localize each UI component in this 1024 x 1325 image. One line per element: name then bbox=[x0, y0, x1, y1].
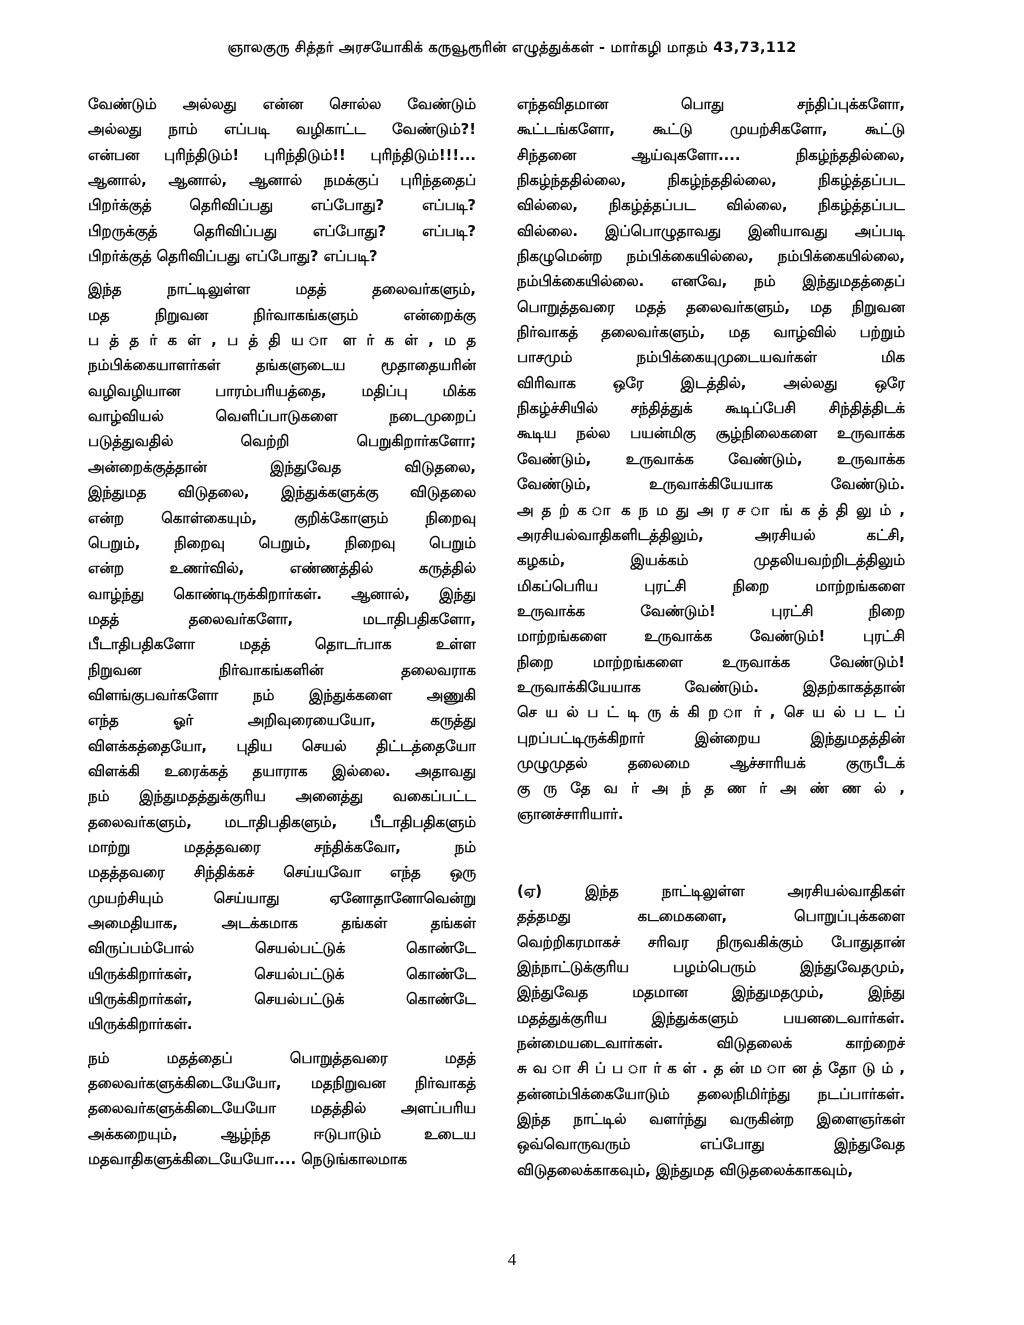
text-line: விருப்பம்போல் செயல்பட்டுக் கொண்டே bbox=[88, 940, 476, 958]
text-line: வாழ்வியல் வெளிப்பாடுகளை நடைமுறைப் bbox=[88, 408, 476, 426]
running-header: ஞாலகுரு சித்தர் அரசயோகிக் கருவூரூரின் எழுத்துக்கள் - மார்கழி மாதம் 43,73,112 bbox=[227, 40, 797, 56]
text-line: பிறர்க்குத் தெரிவிப்பது எப்போது? எப்படி? bbox=[88, 197, 476, 215]
text-line: மத நிறுவன நிர்வாகங்களும் என்றைக்கு bbox=[88, 306, 476, 324]
text-line: ஆனால், ஆனால், ஆனால் நமக்குப் புரிந்ததைப் bbox=[88, 172, 476, 190]
text-line: உருவாக்கியேயாக வேண்டும். இதற்காகத்தான் bbox=[517, 678, 905, 696]
text-line: மாற்றங்களை உருவாக்க வேண்டும்! புரட்சி bbox=[517, 628, 905, 646]
text-line: என்ற உணர்வில், எண்ணத்தில் கருத்தில் bbox=[88, 560, 476, 578]
text-line: நம்பிக்கையாளர்கள் தங்களுடைய மூதாதையரின் bbox=[88, 357, 476, 375]
text-line: நிறை மாற்றங்களை உருவாக்க வேண்டும்! bbox=[517, 653, 905, 671]
text-line: அன்றைக்குத்தான் இந்துவேத விடுதலை, bbox=[88, 458, 476, 476]
text-line: அல்லது நாம் எப்படி வழிகாட்ட வேண்டும்?! bbox=[88, 121, 476, 139]
text-line: மதவாதிகளுக்கிடையேயோ.... நெடுங்காலமாக bbox=[88, 1151, 407, 1169]
paragraph bbox=[88, 92, 476, 269]
text-line: உருவாக்க வேண்டும்! புரட்சி நிறை bbox=[517, 602, 905, 620]
text-line: வேண்டும், உருவாக்க வேண்டும், உருவாக்க bbox=[517, 450, 905, 468]
text-line: மதத்தவரை சிந்திக்கச் செய்யவோ எந்த ஒரு bbox=[88, 864, 476, 882]
text-line: (ஏ) இந்த நாட்டிலுள்ள அரசியல்வாதிகள் bbox=[517, 882, 905, 900]
text-line: எந்த ஓர் அறிவுரையையோ, கருத்து bbox=[88, 712, 476, 730]
text-line: யிருக்கிறார்கள், செயல்பட்டுக் கொண்டே bbox=[88, 991, 476, 1009]
text-line: செ ய ல் ப ட் டி ரு க் கி ற ா ர் , செ ய ல் ப ட ப் bbox=[517, 704, 905, 722]
text-line: மதத்துக்குரிய இந்துக்களும் பயனடைவார்கள். bbox=[517, 1009, 905, 1027]
text-line: என்ற கொள்கையும், குறிக்கோளும் நிறைவு bbox=[88, 509, 476, 527]
text-line: யிருக்கிறார்கள். bbox=[88, 1016, 193, 1034]
text-line: நிறுவன நிர்வாகங்களின் தலைவராக bbox=[88, 661, 476, 679]
text-line: விளக்கி உரைக்கத் தயாராக இல்லை. அதாவது bbox=[88, 762, 476, 780]
text-line: புறப்பட்டிருக்கிறார் இன்றைய இந்துமதத்தின் bbox=[517, 729, 905, 747]
text-line: சிந்தனை ஆய்வுகளோ.... நிகழ்ந்ததில்லை, bbox=[517, 146, 905, 164]
text-line: எந்தவிதமான பொது சந்திப்புக்களோ, bbox=[517, 96, 905, 113]
text-line: நம்பிக்கையில்லை. எனவே, நம் இந்துமதத்தைப் bbox=[517, 273, 905, 291]
text-line: அமைதியாக, அடக்கமாக தங்கள் தங்கள் bbox=[88, 915, 476, 932]
text-line: இந்த நாட்டில் வளர்ந்து வருகின்ற இளைஞர்கள் bbox=[517, 1111, 905, 1129]
text-line: வில்லை, நிகழ்த்தப்பட வில்லை, நிகழ்த்தப்பட bbox=[517, 197, 905, 215]
paragraph bbox=[517, 879, 905, 1183]
text-line: இந்துமத விடுதலை, இந்துக்களுக்கு விடுதலை bbox=[88, 484, 476, 502]
text-line: வாழ்ந்து கொண்டிருக்கிறார்கள். ஆனால், இந்து bbox=[88, 585, 476, 603]
text-line: தலைவர்களுக்கிடையேயோ, மதநிறுவன நிர்வாகத் bbox=[88, 1075, 476, 1093]
text-line: அக்கறையும், ஆழ்ந்த ஈடுபாடும் உடைய bbox=[88, 1125, 476, 1143]
text-line: பிறர்க்குத் தெரிவிப்பது எப்போது? எப்படி? bbox=[88, 248, 378, 266]
text-line: பீடாதிபதிகளோ மதத் தொடர்பாக உள்ள bbox=[88, 636, 476, 654]
text-line: ஒவ்வொருவரும் எப்போது இந்துவேத bbox=[517, 1136, 905, 1154]
text-line: இந்த நாட்டிலுள்ள மதத் தலைவர்களும், bbox=[88, 281, 476, 299]
text-line: நம் இந்துமதத்துக்குரிய அனைத்து வகைப்பட்ட bbox=[88, 788, 476, 806]
text-line: வழிவழியான பாரம்பரியத்தை, மதிப்பு மிக்க bbox=[88, 382, 476, 400]
text-line: மதத் தலைவர்களோ, மடாதிபதிகளோ, bbox=[88, 610, 476, 628]
text-line: கு ரு தே வ ர் அ ந் த ண ர் அ ண் ண ல் , bbox=[517, 780, 905, 798]
text-line: நன்மையடைவார்கள். விடுதலைக் காற்றைச் bbox=[517, 1035, 905, 1053]
paragraph bbox=[88, 277, 476, 1037]
text-line: தலைவர்களுக்கிடையேயோ மதத்தில் அளப்பரிய bbox=[88, 1100, 476, 1118]
text-line: அரசியல்வாதிகளிடத்திலும், அரசியல் கட்சி, bbox=[517, 526, 905, 544]
text-line: மிகப்பெரிய புரட்சி நிறை மாற்றங்களை bbox=[517, 577, 905, 595]
text-line: வெற்றிகரமாகச் சரிவர நிருவகிக்கும் போதுதான் bbox=[517, 933, 905, 951]
text-line: சு வ ா சி ப் ப ா ர் க ள் . த ன் ம ா ன த் தோ டு ம் , bbox=[517, 1060, 905, 1078]
text-line: பிறருக்குத் தெரிவிப்பது எப்போது? எப்படி? bbox=[88, 222, 476, 240]
paragraph bbox=[517, 92, 905, 827]
text-line: முயற்சியும் செய்யாது ஏனோதானோவென்று bbox=[88, 889, 476, 907]
left-column bbox=[88, 92, 476, 1172]
text-line: வில்லை. இப்பொழுதாவது இனியாவது அப்படி bbox=[517, 222, 905, 240]
text-line: அ த ற் க ா க ந ம து அ ர ச ா ங் க த் தி லு ம் , bbox=[517, 501, 905, 519]
text-line: மாற்று மதத்தவரை சந்திக்கவோ, நம் bbox=[88, 838, 476, 856]
paragraph bbox=[88, 1046, 476, 1173]
text-line: என்பன புரிந்திடும்! புரிந்திடும்!! புரிந்திடும்!!!... bbox=[88, 146, 476, 164]
text-line: தலைவர்களும், மடாதிபதிகளும், பீடாதிபதிகளும் bbox=[88, 813, 476, 831]
text-line: கூட்டங்களோ, கூட்டு முயற்சிகளோ, கூட்டு bbox=[517, 121, 905, 139]
text-line: தத்தமது கடமைகளை, பொறுப்புக்களை bbox=[517, 908, 905, 926]
text-line: முழுமுதல் தலைமை ஆச்சாரியக் குருபீடக் bbox=[517, 754, 905, 772]
text-line: நம் மதத்தைப் பொறுத்தவரை மதத் bbox=[88, 1049, 476, 1067]
text-line: நிகழுமென்ற நம்பிக்கையில்லை, நம்பிக்கையில்லை, bbox=[517, 248, 905, 266]
text-line: விளக்கத்தையோ, புதிய செயல் திட்டத்தையோ bbox=[88, 737, 476, 755]
text-line: படுத்துவதில் வெற்றி பெறுகிறார்களோ; bbox=[88, 433, 476, 451]
text-line: ஞானச்சாரியார். bbox=[517, 805, 624, 823]
text-line: விடுதலைக்காகவும், இந்துமத விடுதலைக்காகவும், bbox=[517, 1161, 854, 1179]
right-column bbox=[517, 92, 905, 1183]
text-line: இந்நாட்டுக்குரிய பழம்பெரும் இந்துவேதமும், bbox=[517, 959, 905, 976]
text-line: ப த் த ர் க ள் , ப த் தி ய ா ள ர் க ள் , ம த bbox=[88, 332, 476, 350]
text-line: விரிவாக ஒரே இடத்தில், அல்லது ஒரே bbox=[517, 374, 905, 392]
text-line: தன்னம்பிக்கையோடும் தலைநிமிர்ந்து நடப்பார்கள். bbox=[517, 1085, 905, 1103]
text-line: கழகம், இயக்கம் முதலியவற்றிடத்திலும் bbox=[517, 552, 905, 570]
text-line: விளங்குபவர்களோ நம் இந்துக்களை அணுகி bbox=[88, 686, 476, 704]
text-line: பொறுத்தவரை மதத் தலைவர்களும், மத நிறுவன bbox=[517, 298, 905, 316]
text-line: நிகழ்ச்சியில் சந்தித்துக் கூடிப்பேசி சிந்தித்திடக் bbox=[517, 400, 905, 418]
text-line: பாசமும் நம்பிக்கையுமுடையவர்கள் மிக bbox=[517, 349, 905, 367]
text-line: கூடிய நல்ல பயன்மிகு சூழ்நிலைகளை உருவாக்க bbox=[517, 425, 905, 443]
text-line: வேண்டும், உருவாக்கியேயாக வேண்டும். bbox=[517, 476, 905, 494]
text-line: பெறும், நிறைவு பெறும், நிறைவு பெறும் bbox=[88, 534, 476, 552]
text-line: யிருக்கிறார்கள், செயல்பட்டுக் கொண்டே bbox=[88, 965, 476, 983]
text-line: நிர்வாகத் தலைவர்களும், மத வாழ்வில் பற்றும் bbox=[517, 324, 905, 342]
text-line: வேண்டும் அல்லது என்ன சொல்ல வேண்டும் bbox=[88, 96, 476, 113]
text-line: நிகழ்ந்ததில்லை, நிகழ்ந்ததில்லை, நிகழ்த்தப்பட bbox=[517, 172, 905, 190]
text-line: இந்துவேத மதமான இந்துமதமும், இந்து bbox=[517, 984, 905, 1002]
page-number: 4 bbox=[507, 1250, 517, 1269]
